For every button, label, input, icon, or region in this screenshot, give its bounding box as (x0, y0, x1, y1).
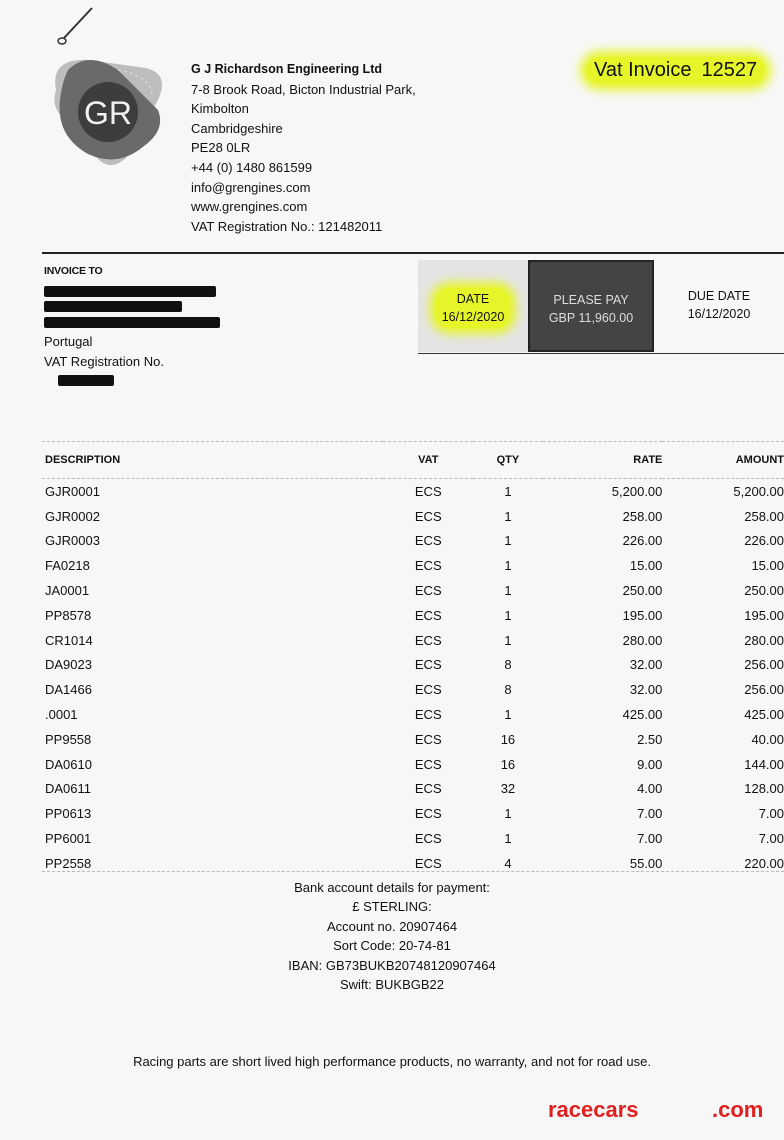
date-summary (418, 260, 784, 352)
bank-currency: £ STERLING: (352, 899, 432, 915)
cell-rate: 425.00 (622, 707, 663, 723)
cell-qty: 8 (504, 682, 512, 698)
invoice-number: 12527 (701, 59, 758, 81)
due-date-cell (654, 260, 784, 352)
bank-account: Account no. 20907464 (326, 918, 458, 934)
due-value: 16/12/2020 (687, 307, 751, 321)
watermark-dotcom: .com (712, 1097, 764, 1122)
cell-vat: ECS (414, 583, 442, 599)
table-row (42, 504, 784, 529)
cell-vat: ECS (414, 558, 442, 574)
cell-description: PP2558 (45, 855, 92, 871)
invoice-to-block (44, 262, 304, 391)
cell-rate: 32.00 (629, 657, 663, 673)
cell-vat: ECS (414, 607, 442, 623)
cell-qty: 1 (504, 831, 512, 847)
cell-vat: ECS (414, 632, 442, 648)
redacted-address2 (44, 317, 220, 328)
cell-rate: 7.00 (637, 831, 663, 847)
logo-text: GR (84, 95, 132, 131)
cell-rate: 9.00 (637, 756, 663, 772)
cell-amount: 250.00 (744, 583, 784, 599)
invoice-title (586, 57, 765, 84)
date-label: DATE (456, 292, 490, 306)
cell-qty: 1 (504, 607, 512, 623)
cell-vat: ECS (414, 731, 442, 747)
cell-amount: 256.00 (744, 657, 784, 673)
watermark-racecars: racecars (548, 1097, 639, 1122)
cell-qty: 1 (504, 583, 512, 599)
table-end-divider (42, 871, 784, 872)
bank-sort-code: Sort Code: 20-74-81 (333, 938, 451, 954)
cell-vat: ECS (414, 756, 442, 772)
cell-rate: 2.50 (637, 731, 663, 747)
cell-rate: 226.00 (622, 533, 663, 549)
company-phone: +44 (0) 1480 861599 (191, 159, 313, 175)
due-label: DUE DATE (687, 289, 751, 303)
table-row (42, 553, 784, 578)
cell-amount: 258.00 (744, 508, 784, 524)
cell-rate: 15.00 (629, 558, 663, 574)
company-vat-reg: VAT Registration No.: 121482011 (191, 218, 383, 234)
company-info (191, 60, 416, 236)
table-row (42, 702, 784, 727)
bank-heading: Bank account details for payment: (294, 880, 490, 895)
cell-description: DA9023 (45, 657, 92, 673)
cell-qty: 1 (504, 533, 512, 549)
table-row (42, 752, 784, 777)
redacted-name (44, 286, 216, 297)
table-row (42, 677, 784, 702)
date-value: 16/12/2020 (441, 310, 505, 324)
cell-rate: 250.00 (622, 583, 663, 599)
cell-vat: ECS (414, 508, 442, 524)
please-pay-cell (528, 260, 654, 352)
table-row (42, 727, 784, 752)
cell-description: GJR0003 (45, 533, 100, 549)
table-row (42, 826, 784, 851)
line-items-table (42, 441, 784, 876)
invoice-to-label: INVOICE TO (44, 265, 103, 277)
cell-vat: ECS (414, 533, 442, 549)
cell-vat: ECS (414, 707, 442, 723)
cell-description: DA0610 (45, 756, 92, 772)
cell-amount: 220.00 (744, 855, 784, 871)
table-row (42, 479, 784, 504)
cell-rate: 258.00 (622, 508, 663, 524)
table-row (42, 529, 784, 554)
pay-label: PLEASE PAY (553, 293, 629, 307)
cell-qty: 1 (504, 806, 512, 822)
cell-amount: 195.00 (744, 607, 784, 623)
pin-mark (52, 4, 102, 50)
bank-swift: Swift: BUKBGB22 (339, 977, 445, 993)
company-logo (48, 50, 168, 170)
pay-value: GBP 11,960.00 (548, 311, 634, 325)
cell-amount: 40.00 (751, 731, 784, 747)
invoice-to-vat-label: VAT Registration No. (44, 353, 164, 369)
cell-amount: 280.00 (744, 632, 784, 648)
company-name: G J Richardson Engineering Ltd (191, 62, 382, 76)
cell-qty: 4 (504, 855, 512, 871)
cell-rate: 55.00 (629, 855, 663, 871)
cell-vat: ECS (414, 483, 442, 499)
cell-amount: 425.00 (744, 707, 784, 723)
cell-amount: 5,200.00 (733, 483, 784, 499)
invoice-title-label: Vat Invoice (594, 59, 692, 81)
cell-description: DA1466 (45, 682, 92, 698)
table-row (42, 578, 784, 603)
cell-qty: 16 (500, 756, 516, 772)
table-row (42, 851, 784, 876)
cell-qty: 1 (504, 558, 512, 574)
header-qty: QTY (473, 442, 543, 479)
table-row (42, 777, 784, 802)
header-rate: RATE (543, 442, 663, 479)
cell-qty: 1 (504, 508, 512, 524)
table-row (42, 628, 784, 653)
header-description: DESCRIPTION (42, 442, 383, 479)
cell-vat: ECS (414, 831, 442, 847)
cell-amount: 128.00 (744, 781, 784, 797)
cell-amount: 7.00 (758, 831, 784, 847)
cell-rate: 280.00 (622, 632, 663, 648)
cell-vat: ECS (414, 657, 442, 673)
invoice-to-country: Portugal (44, 334, 93, 349)
cell-rate: 7.00 (637, 806, 663, 822)
cell-rate: 4.00 (637, 781, 663, 797)
header-divider (42, 252, 784, 254)
company-address1: 7-8 Brook Road, Bicton Industrial Park, (191, 81, 416, 97)
cell-description: GJR0001 (45, 483, 100, 499)
header-amount: AMOUNT (662, 442, 784, 479)
bank-details (0, 878, 784, 994)
cell-amount: 226.00 (744, 533, 784, 549)
date-highlight (436, 288, 511, 328)
redacted-address1 (44, 301, 182, 312)
cell-amount: 15.00 (751, 558, 784, 574)
table-header-row (42, 442, 784, 479)
cell-description: .0001 (45, 707, 78, 723)
cell-description: GJR0002 (45, 508, 100, 524)
cell-amount: 256.00 (744, 682, 784, 698)
cell-description: PP0613 (45, 806, 92, 822)
company-county: Cambridgeshire (191, 120, 283, 136)
cell-description: PP9558 (45, 731, 92, 747)
table-row (42, 653, 784, 678)
cell-amount: 144.00 (744, 756, 784, 772)
table-row (42, 801, 784, 826)
bank-iban: IBAN: GB73BUKB20748120907464 (288, 957, 496, 973)
company-postcode: PE28 0LR (191, 140, 251, 156)
cell-description: PP6001 (45, 831, 92, 847)
cell-qty: 1 (504, 632, 512, 648)
cell-description: PP8578 (45, 607, 92, 623)
cell-qty: 1 (504, 483, 512, 499)
cell-description: FA0218 (45, 558, 90, 574)
cell-qty: 32 (500, 781, 516, 797)
header-vat: VAT (383, 442, 473, 479)
cell-qty: 1 (504, 707, 512, 723)
cell-rate: 195.00 (622, 607, 663, 623)
company-address2: Kimbolton (191, 101, 249, 117)
redacted-vat-number (58, 375, 114, 386)
cell-amount: 7.00 (758, 806, 784, 822)
cell-rate: 5,200.00 (611, 483, 663, 499)
cell-qty: 8 (504, 657, 512, 673)
cell-vat: ECS (414, 781, 442, 797)
cell-rate: 32.00 (629, 682, 663, 698)
cell-description: CR1014 (45, 632, 93, 648)
cell-vat: ECS (414, 806, 442, 822)
date-divider (418, 353, 784, 354)
company-email: info@grengines.com (191, 179, 311, 195)
cell-vat: ECS (414, 682, 442, 698)
cell-qty: 16 (500, 731, 516, 747)
cell-vat: ECS (414, 855, 442, 871)
cell-description: DA0611 (45, 781, 92, 797)
table-row (42, 603, 784, 628)
company-web: www.grengines.com (191, 199, 308, 215)
date-cell (418, 260, 528, 352)
cell-description: JA0001 (45, 583, 90, 599)
disclaimer: Racing parts are short lived high performance products, no warranty, and not for road use. (133, 1054, 651, 1069)
